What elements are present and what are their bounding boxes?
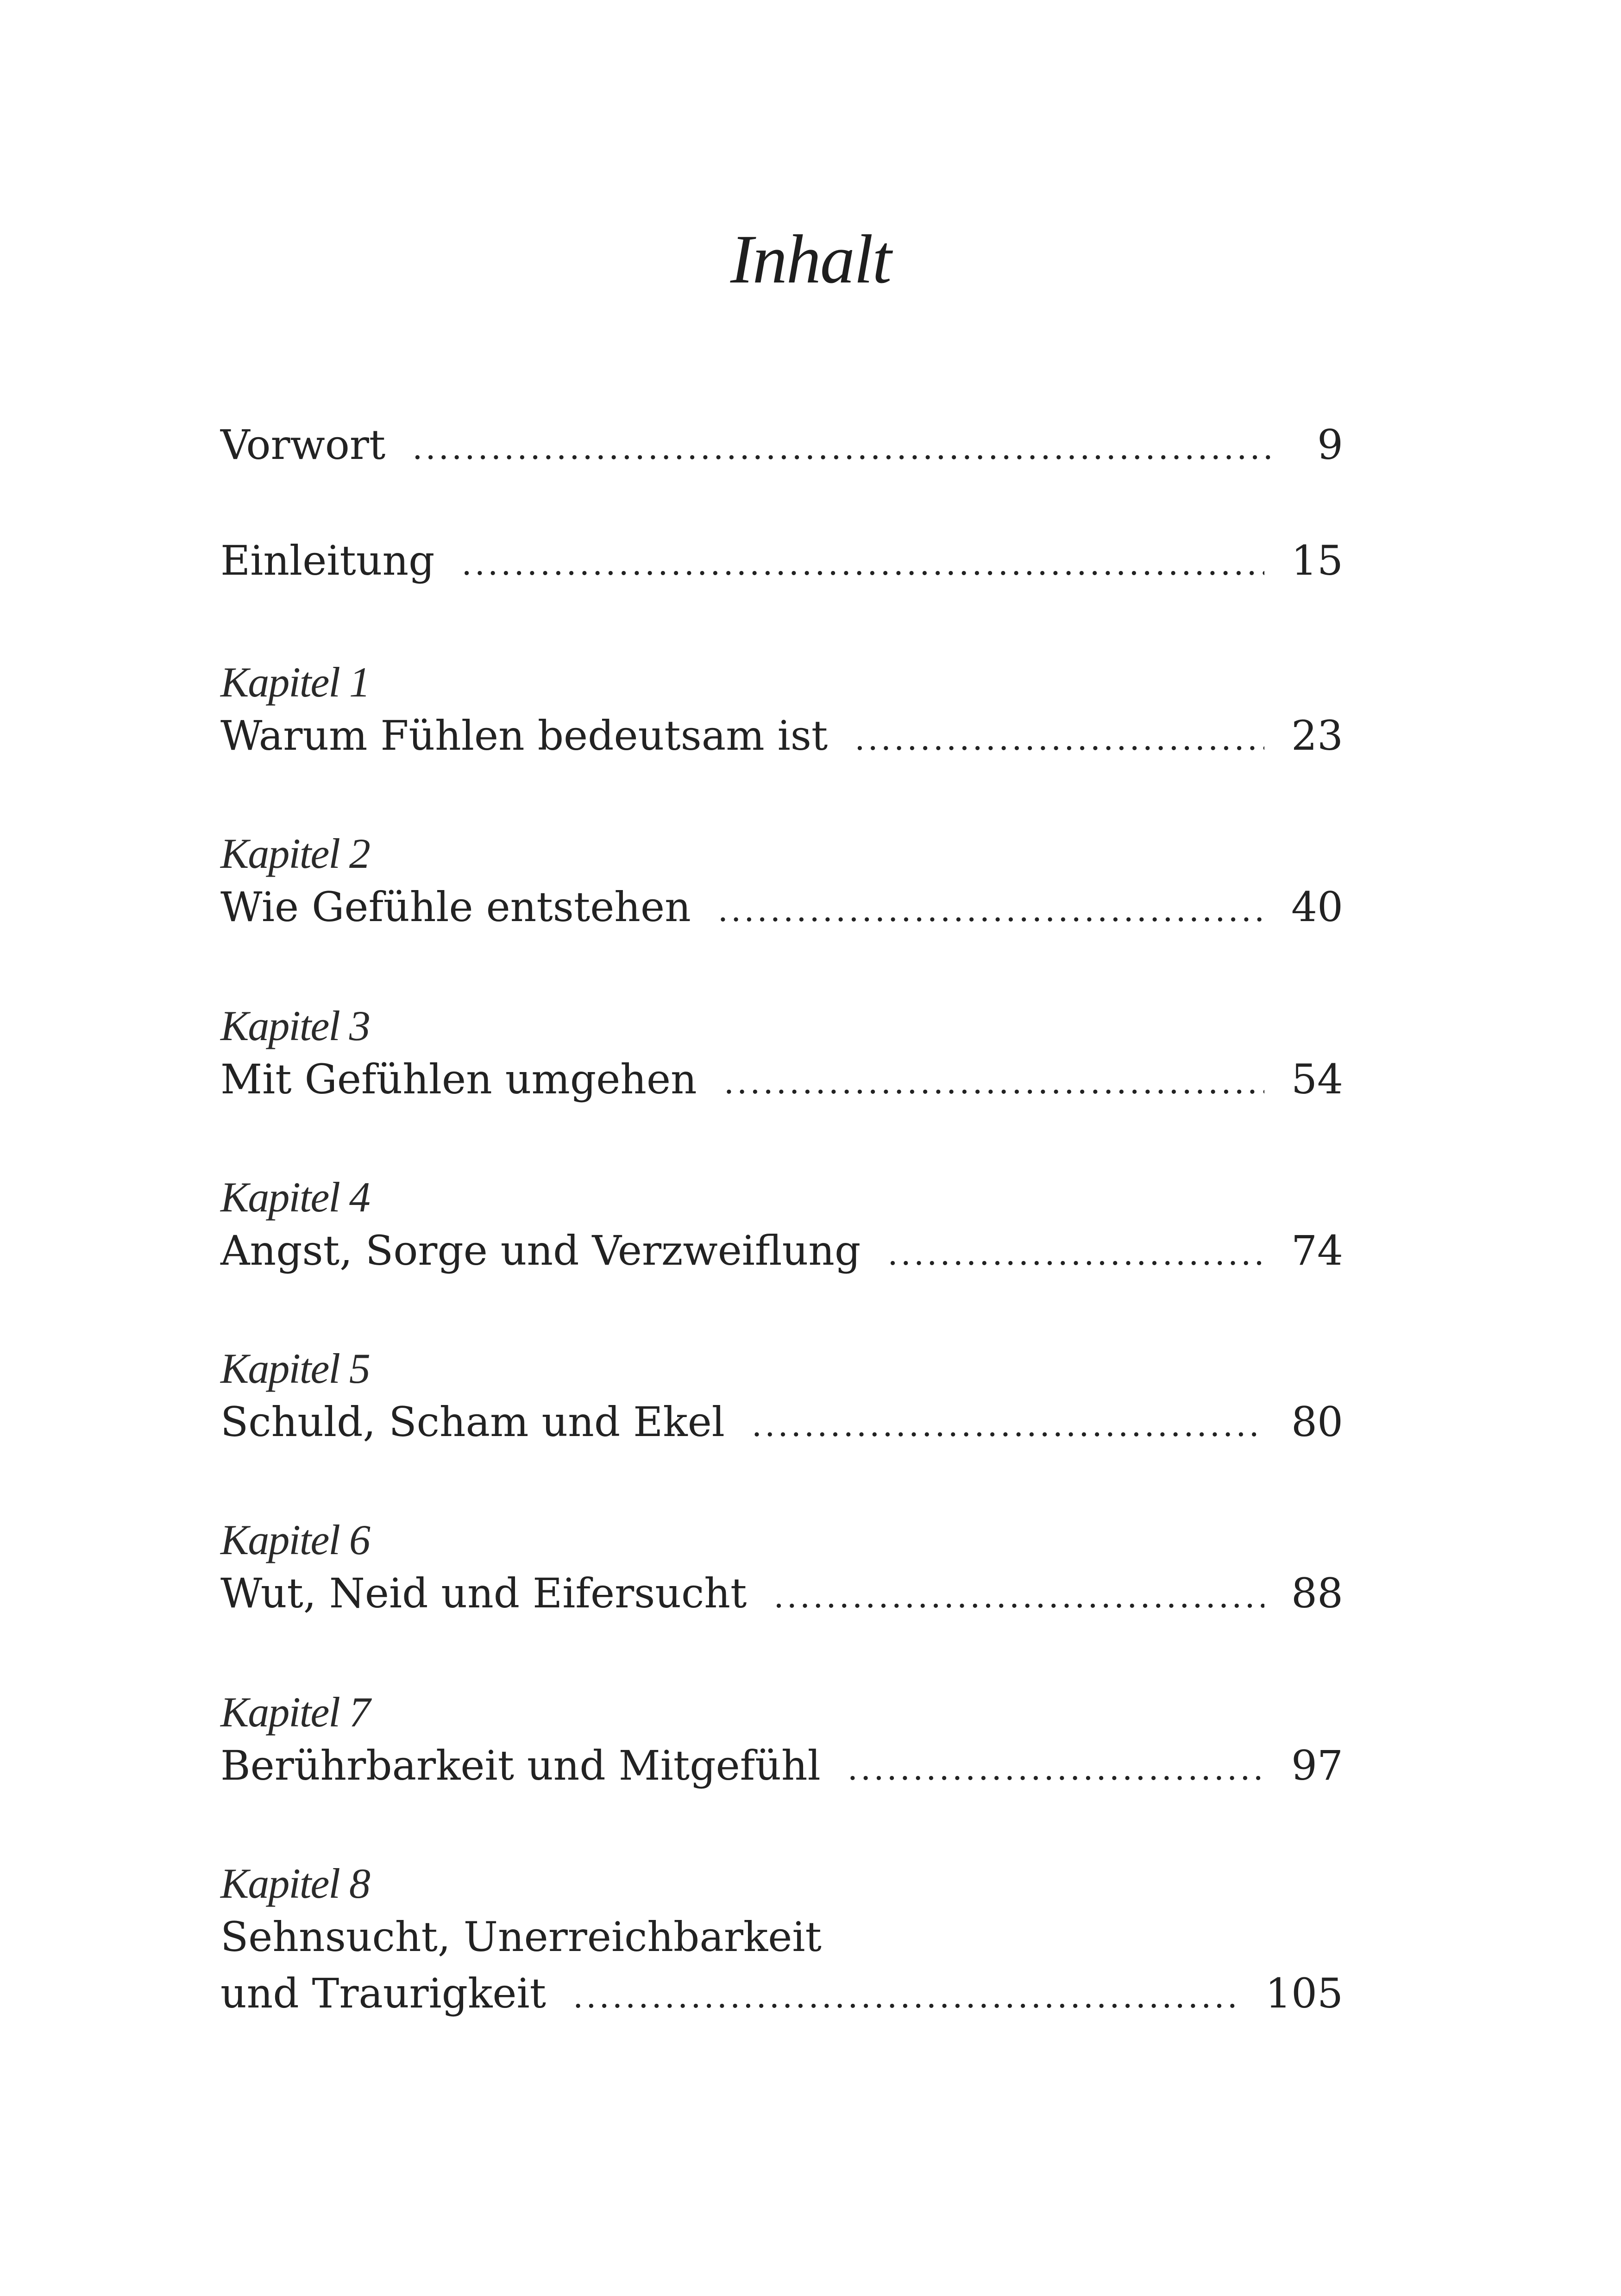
toc-entry-kapitel-6 (220, 1514, 1343, 1625)
dot-leader (887, 1225, 1264, 1282)
page-title: Inhalt (730, 221, 891, 298)
chapter-label: Kapitel 2 (220, 830, 370, 877)
toc-page-number: 88 (1291, 1569, 1343, 1617)
dot-leader (461, 535, 1264, 592)
toc-entry-title: und Traurigkeit (220, 1970, 547, 2017)
toc-line (220, 1223, 1343, 1282)
toc-page-number: 97 (1291, 1742, 1343, 1789)
toc-page-number: 40 (1291, 883, 1343, 931)
toc-page-number: 15 (1291, 537, 1343, 584)
toc-line (220, 879, 1343, 938)
toc-entry-kapitel-3 (220, 1000, 1343, 1110)
chapter-label: Kapitel 3 (220, 1002, 370, 1049)
toc-entry-kapitel-1 (220, 657, 1343, 767)
toc-line (220, 708, 1343, 767)
toc-entry-title: Schuld, Scham und Ekel (220, 1398, 725, 1446)
toc-entry-title-line1: Sehnsucht, Unerreichbarkeit (220, 1913, 822, 1961)
chapter-label: Kapitel 1 (220, 659, 370, 706)
toc-entry-title: Berührbarkeit und Mitgefühl (220, 1742, 821, 1789)
toc-page-number: 54 (1291, 1055, 1343, 1103)
toc-entry-vorwort (220, 417, 1343, 476)
toc-line (220, 1565, 1343, 1625)
toc-page-number: 80 (1291, 1398, 1343, 1446)
toc-line (220, 1051, 1343, 1110)
toc-line (220, 1738, 1343, 1797)
toc-line (220, 1394, 1343, 1453)
toc-entry-title: Warum Fühlen bedeutsam ist (220, 712, 828, 759)
toc-page-number: 23 (1291, 712, 1343, 759)
toc-page-number: 105 (1265, 1970, 1343, 2017)
dot-leader (752, 1397, 1264, 1453)
toc-entry-kapitel-7 (220, 1687, 1343, 1797)
chapter-label: Kapitel 4 (220, 1173, 370, 1221)
toc-entry-kapitel-5 (220, 1343, 1343, 1453)
toc-page-number: 9 (1317, 421, 1343, 469)
dot-leader (573, 1968, 1238, 2025)
toc-entry-einleitung (220, 533, 1343, 592)
chapter-label: Kapitel 7 (220, 1688, 370, 1736)
toc-entry-title: Vorwort (220, 421, 386, 469)
dot-leader (724, 1054, 1264, 1110)
toc-entry-kapitel-8 (220, 1858, 1343, 2025)
dot-leader (718, 882, 1264, 938)
toc-line (220, 1965, 1343, 2025)
toc-entry-title: Wut, Neid und Eifersucht (220, 1569, 747, 1617)
toc-entry-kapitel-2 (220, 828, 1343, 938)
toc-entry-title: Angst, Sorge und Verzweiflung (220, 1227, 861, 1274)
toc-page-number: 74 (1291, 1227, 1343, 1274)
chapter-label: Kapitel 6 (220, 1516, 370, 1563)
chapter-label: Kapitel 8 (220, 1860, 370, 1907)
toc-entry-title: Einleitung (220, 537, 435, 584)
toc-entry-kapitel-4 (220, 1172, 1343, 1282)
dot-leader (854, 710, 1264, 767)
toc-line (220, 417, 1343, 476)
toc-entry-title: Mit Gefühlen umgehen (220, 1055, 697, 1103)
chapter-label: Kapitel 5 (220, 1345, 370, 1392)
toc-entry-title: Wie Gefühle entstehen (220, 883, 691, 931)
dot-leader (412, 420, 1275, 476)
dot-leader (848, 1740, 1264, 1797)
toc-line (220, 533, 1343, 592)
dot-leader (773, 1568, 1264, 1625)
